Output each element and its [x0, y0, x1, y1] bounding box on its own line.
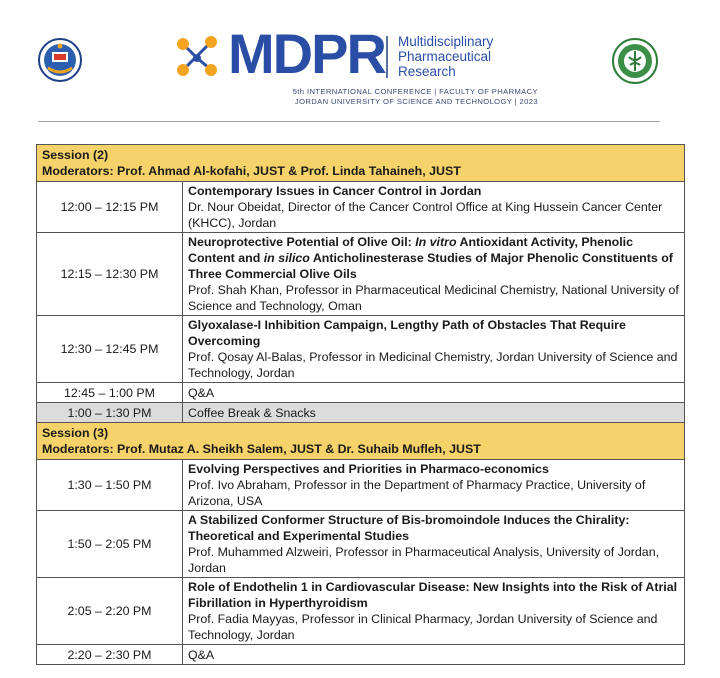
talk-speaker: Prof. Ivo Abraham, Professor in the Department of Pharmacy Practice, University of Arizona, USA [188, 478, 646, 508]
talk-title: Glyoxalase-I Inhibition Campaign, Lengthy Path of Obstacles That Require Overcoming [188, 318, 626, 348]
qa-label: Q&A [183, 645, 685, 665]
talk-speaker: Dr. Nour Obeidat, Director of the Cancer Control Office at King Hussein Cancer Center (KHCC), Jordan [188, 200, 663, 230]
talk-time: 1:30 – 1:50 PM [37, 460, 183, 511]
conference-header [0, 0, 720, 125]
header-divider [38, 121, 660, 122]
talk-title-italic: In vitro [415, 235, 457, 249]
table-row [37, 316, 685, 383]
table-row [37, 182, 685, 233]
talk-title: Evolving Perspectives and Priorities in Pharmaco-economics [188, 462, 549, 476]
talk-time: 12:15 – 12:30 PM [37, 233, 183, 316]
talk-speaker: Prof. Muhammed Alzweiri, Professor in Pharmaceutical Analysis, University of Jordan, Jordan [188, 545, 660, 575]
talk-speaker: Prof. Qosay Al-Balas, Professor in Medicinal Chemistry, Jordan University of Science and Technology, Jordan [188, 350, 678, 380]
talk-time: 2:05 – 2:20 PM [37, 578, 183, 645]
session-header [37, 145, 685, 182]
talk-title: A Stabilized Conformer Structure of Bis-bromoindole Induces the Chirality: Theoretical and Experimental Studies [188, 513, 630, 543]
mdpr-molecule-icon [175, 34, 221, 80]
schedule-table [36, 144, 685, 665]
brand-subtitle-line: Research [398, 64, 456, 79]
talk-title-part: Antioxidant Activity, Phenolic Content and [188, 235, 633, 265]
talk-title-part: Anticholinesterase Studies of Major Phenolic Constituents of Three Commercial Olive Oils [188, 251, 673, 281]
session-label: Session (3) [42, 426, 109, 440]
talk-title-italic: in silico [263, 251, 310, 265]
talk-time: 12:00 – 12:15 PM [37, 182, 183, 233]
table-row [37, 233, 685, 316]
qa-row [37, 645, 685, 665]
talk-time: 1:50 – 2:05 PM [37, 511, 183, 578]
qa-time: 12:45 – 1:00 PM [37, 383, 183, 403]
session-header [37, 423, 685, 460]
talk-title: Contemporary Issues in Cancer Control in Jordan [188, 184, 482, 198]
brand-divider [386, 36, 388, 78]
break-time: 1:00 – 1:30 PM [37, 403, 183, 423]
session-moderators: Moderators: Prof. Mutaz A. Sheikh Salem, JUST & Dr. Suhaib Mufleh, JUST [42, 442, 481, 456]
table-row [37, 578, 685, 645]
break-row [37, 403, 685, 423]
break-label: Coffee Break & Snacks [183, 403, 685, 423]
qa-time: 2:20 – 2:30 PM [37, 645, 183, 665]
qa-label: Q&A [183, 383, 685, 403]
faculty-seal-right [612, 38, 658, 84]
table-row [37, 511, 685, 578]
talk-time: 12:30 – 12:45 PM [37, 316, 183, 383]
qa-row [37, 383, 685, 403]
talk-title-part: Neuroprotective Potential of Olive Oil: [188, 235, 416, 249]
conference-title-line: 5th INTERNATIONAL CONFERENCE | FACULTY OF PHARMACY [292, 87, 538, 96]
session-moderators: Moderators: Prof. Ahmad Al-kofahi, JUST & Prof. Linda Tahaineh, JUST [42, 164, 461, 178]
brand-subtitle-line: Multidisciplinary [398, 34, 494, 49]
talk-speaker: Prof. Shah Khan, Professor in Pharmaceutical Medicinal Chemistry, National University of Science and Technology, Oman [188, 283, 679, 313]
session-label: Session (2) [42, 148, 109, 162]
brand-subtitle [398, 34, 538, 79]
talk-speaker: Prof. Fadia Mayyas, Professor in Clinical Pharmacy, Jordan University of Science and Technology, Jordan [188, 612, 658, 642]
conference-university-line: JORDAN UNIVERSITY OF SCIENCE AND TECHNOLOGY | 2023 [294, 97, 538, 106]
university-seal-left [38, 38, 82, 82]
brand-wordmark: MDPR [228, 22, 385, 85]
talk-title [188, 234, 679, 282]
talk-title: Role of Endothelin 1 in Cardiovascular Disease: New Insights into the Risk of Atrial Fibrillation in Hyperthyroidism [188, 580, 678, 610]
table-row [37, 460, 685, 511]
brand-subtitle-line: Pharmaceutical [398, 49, 492, 64]
